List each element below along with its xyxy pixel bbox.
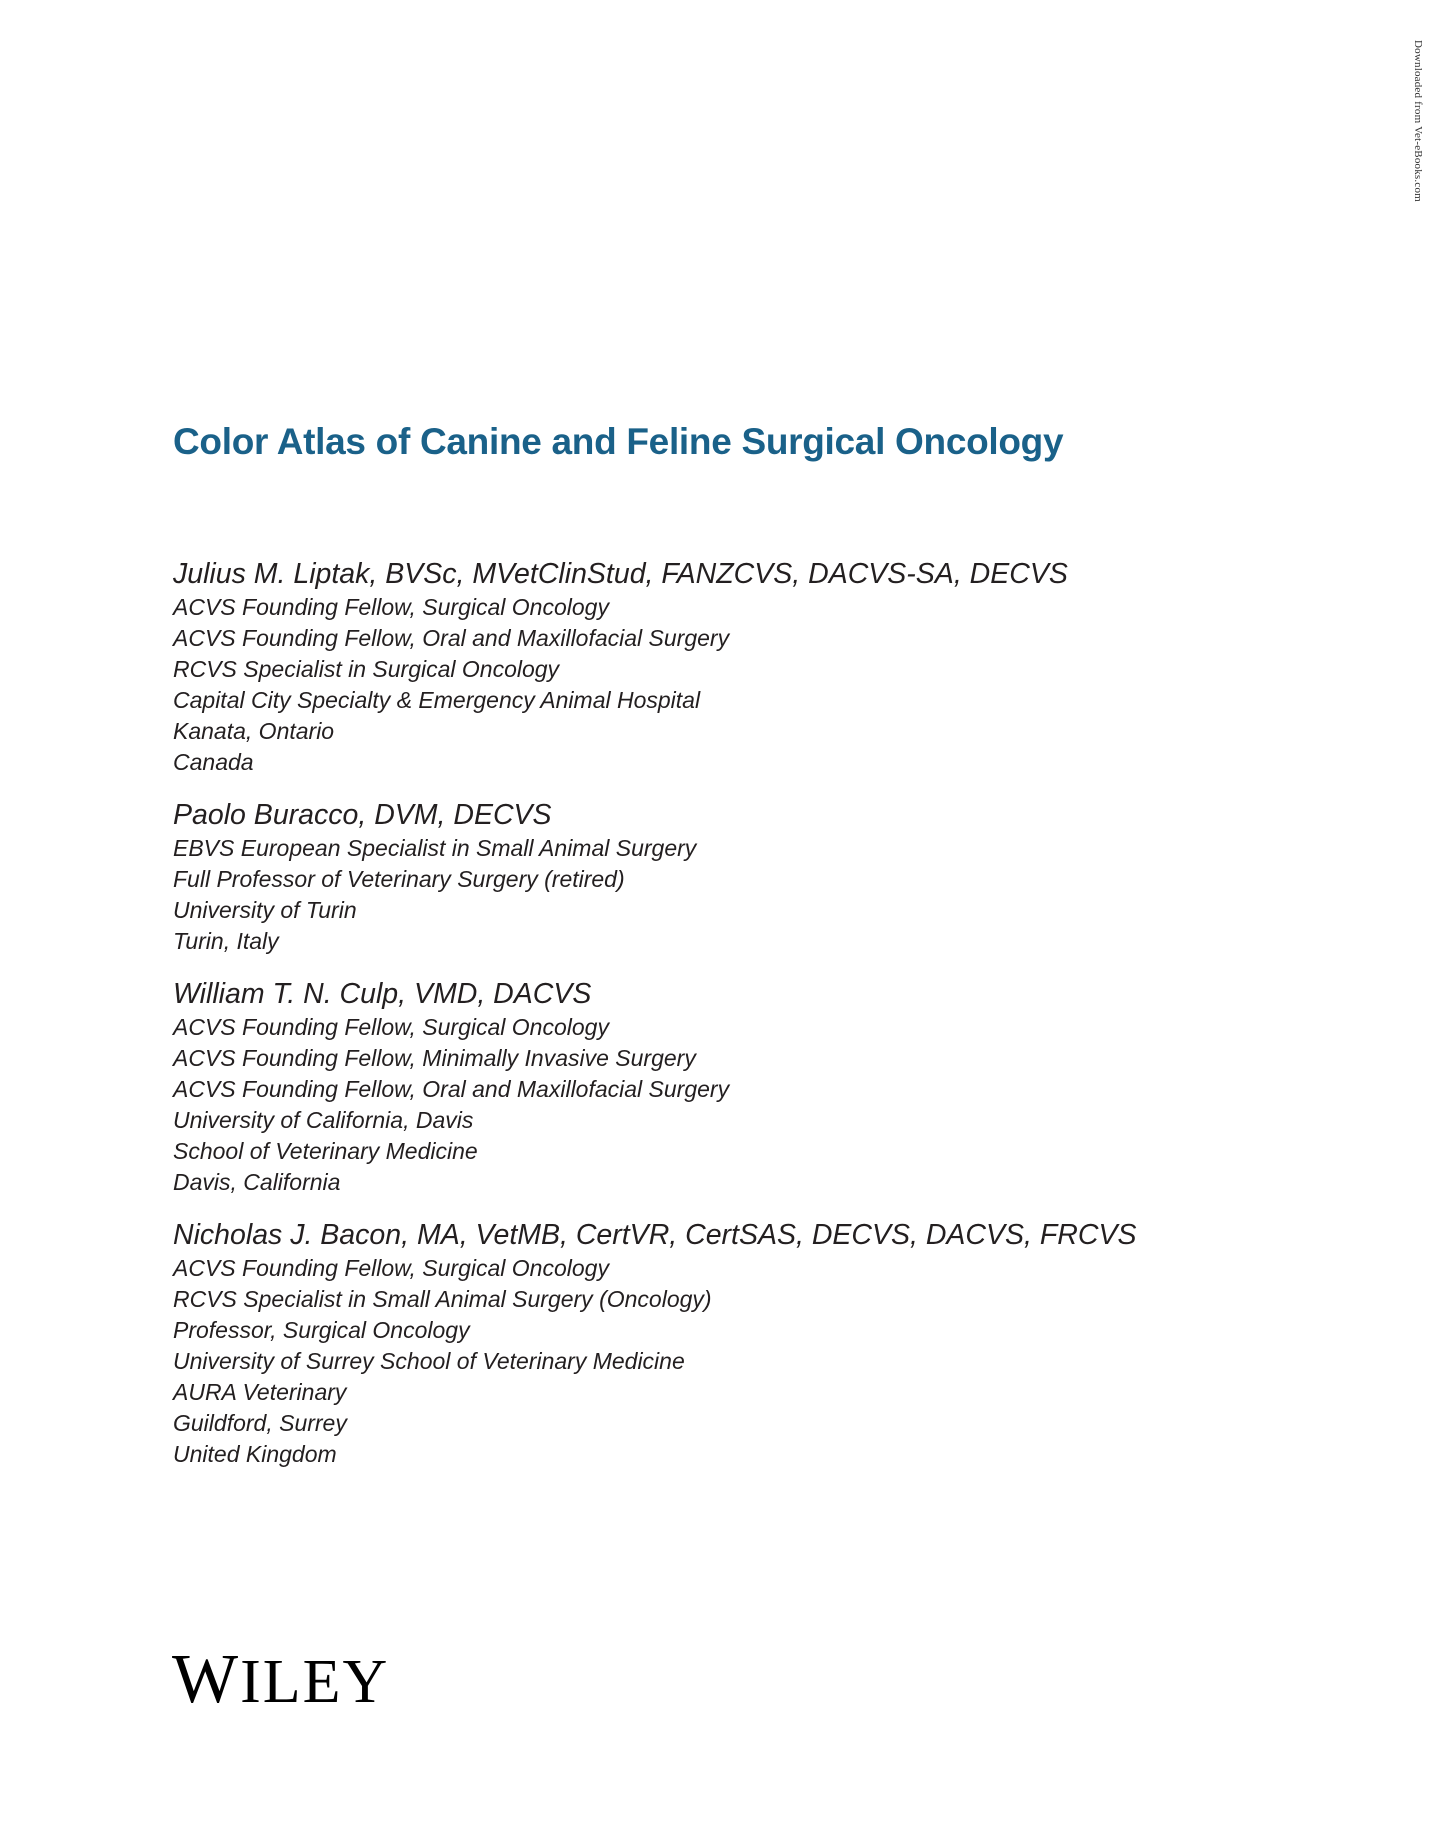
author-list	[173, 556, 1323, 1489]
author-affiliation: Professor, Surgical Oncology	[173, 1317, 470, 1343]
author-affiliation: RCVS Specialist in Surgical Oncology	[173, 656, 560, 682]
download-source-note: Downloaded from Vet-eBooks.com	[1412, 40, 1424, 202]
author-affiliation: Turin, Italy	[173, 928, 279, 954]
author-affiliation: Kanata, Ontario	[173, 718, 335, 744]
author-affiliation: ACVS Founding Fellow, Oral and Maxillofacial Surgery	[173, 625, 730, 651]
author-name: Julius M. Liptak, BVSc, MVetClinStud, FANZCVS, DACVS-SA, DECVS	[173, 558, 1068, 590]
author-affiliation: University of California, Davis	[173, 1107, 474, 1133]
author-affiliation: Davis, California	[173, 1169, 341, 1195]
author-affiliation: AURA Veterinary	[173, 1379, 347, 1405]
author-affiliation: ACVS Founding Fellow, Minimally Invasive Surgery	[173, 1045, 696, 1071]
author-affiliation: Guildford, Surrey	[173, 1410, 347, 1436]
author-block	[173, 797, 1323, 957]
author-affiliation: ACVS Founding Fellow, Surgical Oncology	[173, 594, 609, 620]
author-affiliation: School of Veterinary Medicine	[173, 1138, 478, 1164]
author-name: William T. N. Culp, VMD, DACVS	[173, 978, 592, 1010]
publisher-logo-initial: W	[172, 1641, 241, 1718]
author-affiliation: ACVS Founding Fellow, Surgical Oncology	[173, 1255, 609, 1281]
author-affiliation: United Kingdom	[173, 1441, 337, 1467]
author-block	[173, 1217, 1323, 1470]
author-affiliation: ACVS Founding Fellow, Surgical Oncology	[173, 1014, 609, 1040]
book-title: Color Atlas of Canine and Feline Surgical Oncology	[173, 421, 1064, 462]
author-name: Paolo Buracco, DVM, DECVS	[173, 799, 552, 831]
author-affiliation: University of Surrey School of Veterinary Medicine	[173, 1348, 685, 1374]
author-affiliation: EBVS European Specialist in Small Animal Surgery	[173, 835, 697, 861]
author-affiliation: Full Professor of Veterinary Surgery (retired)	[173, 866, 625, 892]
author-affiliation: Capital City Specialty & Emergency Animal Hospital	[173, 687, 701, 713]
author-affiliation: Canada	[173, 749, 254, 775]
publisher-logo-rest: ILEY	[240, 1648, 390, 1716]
author-affiliation: RCVS Specialist in Small Animal Surgery (Oncology)	[173, 1286, 712, 1312]
publisher-logo	[172, 1641, 390, 1718]
author-name: Nicholas J. Bacon, MA, VetMB, CertVR, CertSAS, DECVS, DACVS, FRCVS	[173, 1219, 1137, 1251]
author-block	[173, 556, 1323, 778]
author-block	[173, 976, 1323, 1198]
author-affiliation: University of Turin	[173, 897, 357, 923]
author-affiliation: ACVS Founding Fellow, Oral and Maxillofacial Surgery	[173, 1076, 730, 1102]
